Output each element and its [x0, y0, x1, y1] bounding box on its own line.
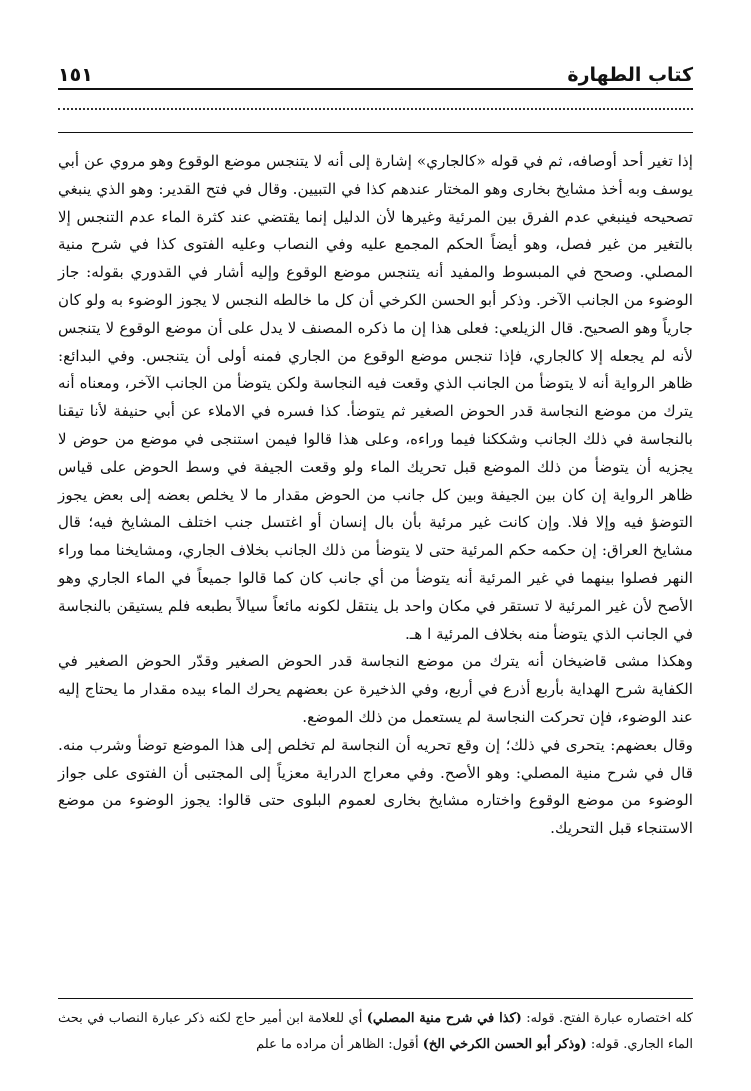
footnote-text-1: كله اختصاره عبارة الفتح. قوله:: [521, 1011, 693, 1026]
footnote-text-2: أي للعلامة ابن أمير حاج لكنه ذكر عبارة النصاب في بحث الماء الجاري. قوله:: [58, 1011, 693, 1052]
footnote-citation-1: (كذا في شرح منية المصلي): [366, 1011, 522, 1026]
header-rule: [58, 132, 693, 133]
paragraph-2: وهكذا مشى قاضيخان أنه يترك من موضع النجاسة قدر الحوض الصغير وقدّر الحوض الصغير في الكفاية شرح الهداية بأربع أذرع في أربع، وفي الذخيرة عن بعضهم يحرك الماء بيده مقدار ما يحتاج إليه عند الوضوء، فإن تحركت النجاسة لم يستعمل من ذلك الموضع.: [58, 652, 693, 726]
page-header: [58, 56, 693, 90]
main-text: [58, 148, 693, 843]
footnote-rule: [58, 998, 693, 999]
chapter-title: كتاب الطهارة: [567, 64, 693, 86]
page-number: ١٥١: [58, 64, 93, 86]
footnote: [58, 1006, 693, 1058]
footnote-citation-2: (وذكر أبو الحسن الكرخي الخ): [422, 1037, 587, 1052]
paragraph-1: إذا تغير أحد أوصافه، ثم في قوله «كالجاري» إشارة إلى أنه لا يتنجس موضع الوقوع وهو مروي عن أبي يوسف وبه أخذ مشايخ بخارى وهو المختار عندهم كذا في التبيين. وقال في فتح القدير: وهو الذي ينبغي تصحيحه فينبغي عدم الفرق بين المرئية وغيرها لأن الدليل إنما يقتضي عند كثرة الماء عدم التنجس إلا بالتغير من غير فصل، وهو أيضاً الحكم المجمع عليه وفي النصاب وعليه الفتوى كذا في شرح منية المصلي. وصحح في المبسوط والمفيد أنه يتنجس موضع الوقوع وإليه أشار في القدوري بقوله: جاز الوضوء من الجانب الآخر. وذكر أبو الحسن الكرخي أن كل ما خالطه النجس لا يجوز الوضوء به ولو كان جارياً وهو الصحيح. قال الزيلعي: فعلى هذا إن ما ذكره المصنف لا يدل على أن موضع الوقوع لا يتنجس لأنه لم يجعله إلا كالجاري، فإذا تنجس موضع الوقوع من الجاري فمنه أولى أن يتنجس. وفي البدائع: ظاهر الرواية أنه لا يتوضأ من الجانب الذي وقعت فيه النجاسة ولكن يتوضأ من الجانب الآخر، ومعناه أنه يترك من موضع النجاسة قدر الحوض الصغير ثم يتوضأ. كذا فسره في الاملاء عن أبي حنيفة لأنا تيقنا بالنجاسة في ذلك الجانب وشككنا فيما وراءه، وعلى هذا قالوا فيمن استنجى في موضع من حوض لا يجزيه أن يتوضأ من ذلك الموضع قبل تحريك الماء ولو وقعت الجيفة في وسط الحوض على قياس ظاهر الرواية إن كان بين الجيفة وبين كل جانب من الحوض مقدار ما لا يخلص بعضه إلى بعض يجوز التوضؤ فيه وإلا فلا. وإن كانت غير مرئية بأن بال إنسان أو اغتسل جنب اختلف المشايخ فيه؛ قال مشايخ العراق: إن حكمه حكم المرئية حتى لا يتوضأ من ذلك الجانب بخلاف الجاري، ومشايخنا مما وراء النهر فصلوا بينهما في غير المرئية أنه يتوضأ من أي جانب كان كما قالوا جميعاً في الماء الجاري وهو الأصح لأن غير المرئية لا تستقر في مكان واحد بل ينتقل لكونه مائعاً سيالاً بطبعه فلم يستيقن بالنجاسة في الجانب الذي يتوضأ منه بخلاف المرئية ا هـ.: [58, 152, 693, 643]
footnote-text-3: أقول: الظاهر أن مراده ما علم: [256, 1037, 423, 1052]
paragraph-3: وقال بعضهم: يتحرى في ذلك؛ إن وقع تحريه أن النجاسة لم تخلص إلى هذا الموضع توضأ وشرب منه. قال في شرح منية المصلي: وهو الأصح. وفي معراج الدراية معزياً إلى المجتبى أن الفتوى على جواز الوضوء من موضع الوقوع واختاره مشايخ بخارى لعموم البلوى حتى قالوا: يجوز الوضوء من موضع الاستنجاء قبل التحريك.: [58, 735, 693, 838]
dotted-separator: [58, 98, 693, 110]
